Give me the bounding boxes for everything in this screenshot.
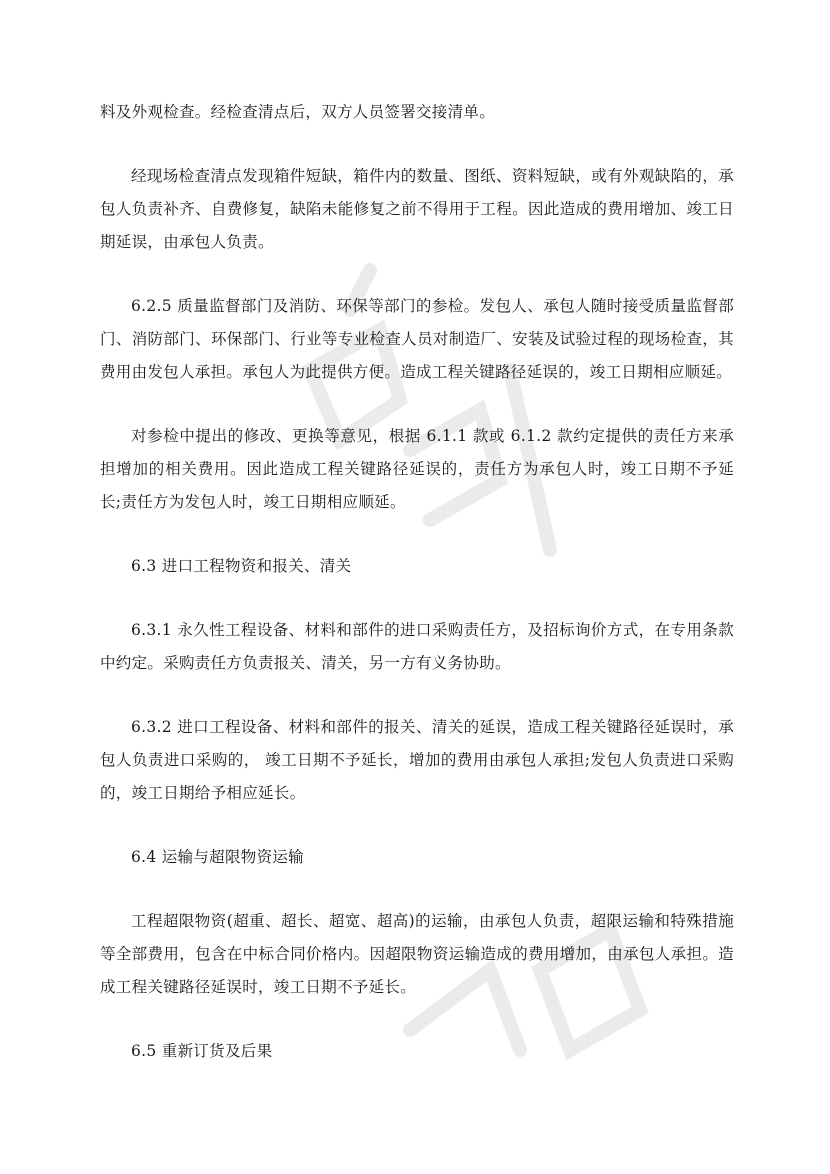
- paragraph-6-3-1: 6.3.1 永久性工程设备、材料和部件的进口采购责任方，及招标询价方式，在专用条款中约定。采购责任方负责报关、清关，另一方有义务协助。: [100, 621, 734, 672]
- paragraph-missing-items: 经现场检查清点发现箱件短缺，箱件内的数量、图纸、资料短缺，或有外观缺陷的，承包人负责补齐、自费修复，缺陷未能修复之前不得用于工程。因此造成的费用增加、竣工日期延误，由承包人负责。: [100, 167, 734, 251]
- paragraph-oversize-transport: 工程超限物资(超重、超长、超宽、超高)的运输，由承包人负责，超限运输和特殊措施等全部费用，包含在中标合同价格内。因超限物资运输造成的费用增加，由承包人承担。造成工程关键路径延误时，竣工日期不予延长。: [100, 912, 734, 996]
- paragraph-6-2-5: 6.2.5 质量监督部门及消防、环保等部门的参检。发包人、承包人随时接受质量监督部门、消防部门、环保部门、行业等专业检查人员对制造厂、安装及试验过程的现场检查，其费用由发包人承担。承包人为此提供方便。造成工程关键路径延误的，竣工日期相应顺延。: [100, 297, 734, 381]
- paragraph-6-3-2: 6.3.2 进口工程设备、材料和部件的报关、清关的延误，造成工程关键路径延误时，承包人负责进口采购的， 竣工日期不予延长，增加的费用由承包人承担;发包人负责进口采购的，竣工日期给予相应延长。: [100, 718, 734, 802]
- section-heading-6-5: 6.5 重新订货及后果: [131, 1042, 273, 1060]
- paragraph-continuation: 料及外观检查。经检查清点后，双方人员签署交接清单。: [100, 103, 496, 121]
- section-heading-6-4: 6.4 运输与超限物资运输: [131, 848, 304, 866]
- document-page: [100, 96, 734, 1068]
- paragraph-inspection-opinions: 对参检中提出的修改、更换等意见，根据 6.1.1 款或 6.1.2 款约定提供的责任方来承担增加的相关费用。因此造成工程关键路径延误的，责任方为承包人时，竣工日期不予延长;责任方为发包人时，竣工日期相应顺延。: [100, 427, 734, 511]
- section-heading-6-3: 6.3 进口工程物资和报关、清关: [131, 557, 352, 575]
